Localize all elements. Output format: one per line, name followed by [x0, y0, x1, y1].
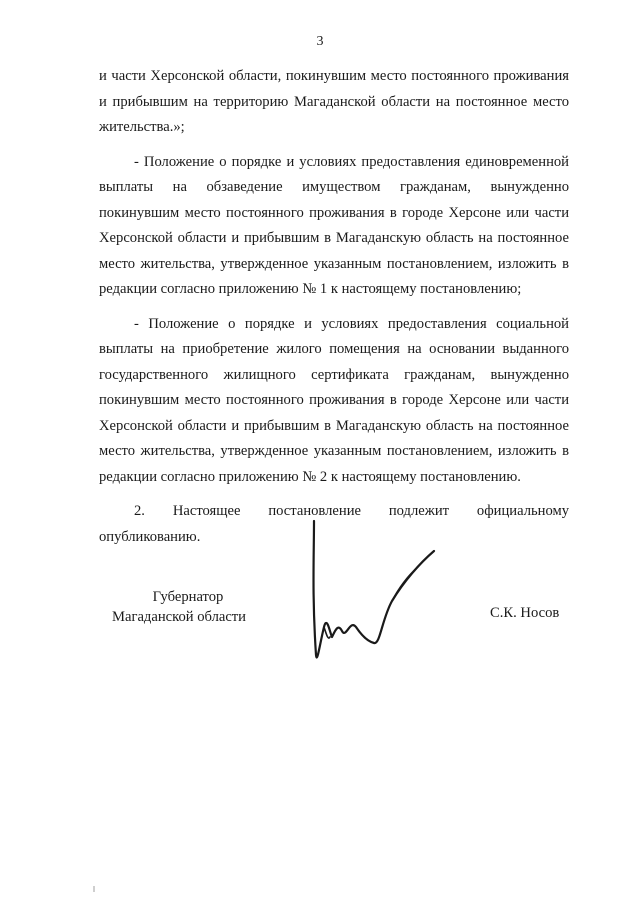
paragraph-lump-sum-payment-regulation: - Положение о порядке и условиях предоставления единовременной выплаты на обзаведение имуществом гражданам, вынужденно покинувшим место постоянного проживания в городе Херсоне или части Херсонской области и прибывшим в Магаданскую область на постоянное место жительства, утвержденное указанным постановлением, изложить в редакции согласно приложению № 1 к настоящему постановлению;: [99, 153, 569, 297]
paragraph-housing-certificate-regulation: - Положение о порядке и условиях предоставления социальной выплаты на приобретение жилого помещения на основании выданного государственного жилищного сертификата гражданам, вынужденно покинувшим место постоянного проживания в городе Херсоне или части Херсонской области и прибывшим в Магаданскую область на постоянное место жительства, утвержденное указанным постановлением, изложить в редакции согласно приложению № 2 к настоящему постановлению.: [99, 315, 569, 485]
signatory-position: [99, 587, 259, 627]
paragraph-continuation: и части Херсонской области, покинувшим место постоянного проживания и прибывшим на территорию Магаданской области на постоянное место жительства.»;: [99, 68, 569, 135]
signatory-name: С.К. Носов: [490, 605, 560, 621]
signatory-title: Губернатор: [152, 589, 224, 605]
signatory-region: Магаданской области: [112, 609, 246, 625]
scan-artifact: [93, 886, 95, 892]
paragraph-official-publication: 2. Настоящее постановление подлежит официальному опубликованию.: [99, 503, 569, 545]
handwritten-signature-icon: [300, 515, 450, 675]
document-body: [99, 64, 569, 559]
page-number: 3: [316, 34, 324, 49]
